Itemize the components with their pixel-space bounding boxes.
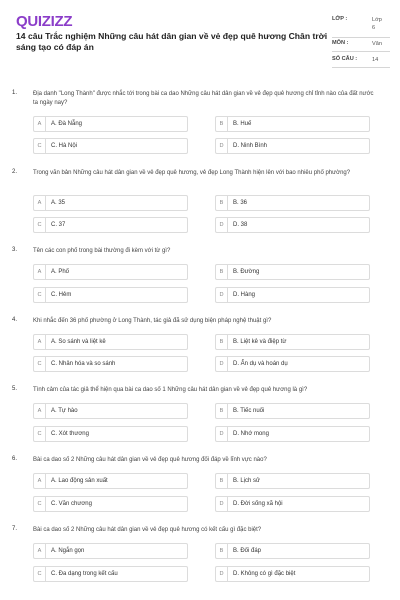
option-text: C. Hẻm <box>51 292 72 298</box>
option-c[interactable] <box>33 566 188 582</box>
option-text: A. 35 <box>51 200 66 206</box>
option-d[interactable] <box>215 356 370 372</box>
option-text: A. Tự hào <box>51 408 78 414</box>
option-text: C. 37 <box>51 222 66 228</box>
option-letter: D <box>216 427 228 441</box>
option-a[interactable] <box>33 195 188 211</box>
option-letter: D <box>216 357 228 371</box>
option-text: C. Đa dạng trong kết cấu <box>51 571 118 577</box>
option-a[interactable] <box>33 473 188 489</box>
option-text: B. Lịch sử <box>233 478 261 484</box>
worksheet-header <box>0 0 400 76</box>
question-number: 2. <box>12 169 18 175</box>
option-text: D. Đời sống xã hội <box>233 501 283 507</box>
meta-label: MÔN : <box>332 40 349 46</box>
option-letter: B <box>216 335 228 349</box>
option-letter: A <box>34 474 46 488</box>
question-number: 7. <box>12 526 18 532</box>
question-number: 6. <box>12 456 18 462</box>
option-text: A. Phố <box>51 269 70 275</box>
meta-value: Lớp 6 <box>372 17 382 31</box>
option-letter: C <box>34 218 46 232</box>
option-letter: C <box>34 567 46 581</box>
option-letter: C <box>34 288 46 302</box>
option-a[interactable] <box>33 116 188 132</box>
option-text: B. 36 <box>233 200 248 206</box>
option-letter: C <box>34 357 46 371</box>
option-letter: A <box>34 196 46 210</box>
option-c[interactable] <box>33 287 188 303</box>
option-b[interactable] <box>215 334 370 350</box>
option-letter: B <box>216 265 228 279</box>
meta-divider <box>332 67 390 68</box>
option-text: D. Ninh Bình <box>233 143 268 149</box>
meta-value: 14 <box>372 57 379 63</box>
option-text: B. Đường <box>233 269 260 275</box>
option-a[interactable] <box>33 403 188 419</box>
option-text: B. Tiếc nuối <box>233 408 265 414</box>
option-letter: B <box>216 196 228 210</box>
question-text: Tình cảm của tác giả thể hiện qua bài ca dao số 1 Những câu hát dân gian về vẻ đẹp quê hương là gì? <box>33 387 308 393</box>
question-text: Bài ca dao số 2 Những câu hát dân gian về vẻ đẹp quê hương đối đáp về lĩnh vực nào? <box>33 457 267 463</box>
option-d[interactable] <box>215 287 370 303</box>
option-letter: C <box>34 497 46 511</box>
option-text: D. Nhớ mong <box>233 431 269 437</box>
option-letter: A <box>34 335 46 349</box>
option-d[interactable] <box>215 138 370 154</box>
question-text: Trong văn bản Những câu hát dân gian về vẻ đẹp quê hương, vẻ đẹp Long Thành hiện lên với bao nhiêu phố phường? <box>33 170 351 176</box>
worksheet-title: 14 câu Trắc nghiệm Những câu hát dân gian về vẻ đẹp quê hương Chân trời sáng tạo có đáp án <box>16 31 328 52</box>
option-text: C. Xót thương <box>51 431 89 437</box>
option-text: A. Lao động sản xuất <box>51 478 108 484</box>
option-text: D. Không có gì đặc biệt <box>233 571 296 577</box>
option-text: A. So sánh và liệt kê <box>51 339 106 345</box>
question-number: 4. <box>12 317 18 323</box>
question-number: 1. <box>12 90 18 96</box>
option-d[interactable] <box>215 426 370 442</box>
option-letter: A <box>34 117 46 131</box>
meta-label: SỐ CÂU : <box>332 56 358 62</box>
question-text: Bài ca dao số 2 Những câu hát dân gian về vẻ đẹp quê hương có kết cấu gì đặc biệt? <box>33 527 262 533</box>
option-a[interactable] <box>33 334 188 350</box>
option-letter: D <box>216 567 228 581</box>
option-letter: A <box>34 265 46 279</box>
option-text: D. Hàng <box>233 292 256 298</box>
option-letter: B <box>216 117 228 131</box>
option-letter: D <box>216 288 228 302</box>
option-letter: A <box>34 404 46 418</box>
option-letter: B <box>216 474 228 488</box>
option-text: A. Đà Nẵng <box>51 121 83 127</box>
option-c[interactable] <box>33 496 188 512</box>
option-b[interactable] <box>215 195 370 211</box>
option-letter: D <box>216 139 228 153</box>
option-letter: D <box>216 218 228 232</box>
option-b[interactable] <box>215 473 370 489</box>
option-b[interactable] <box>215 264 370 280</box>
option-d[interactable] <box>215 566 370 582</box>
option-letter: B <box>216 404 228 418</box>
option-b[interactable] <box>215 403 370 419</box>
option-c[interactable] <box>33 217 188 233</box>
option-d[interactable] <box>215 496 370 512</box>
question-text: Địa danh "Long Thành" được nhắc tới trong bài ca dao Những câu hát dân gian về vẻ đẹp quê hương chỉ tỉnh nào của đất nước ta ngày nay? <box>33 91 374 106</box>
option-text: C. Văn chương <box>51 501 92 507</box>
option-c[interactable] <box>33 356 188 372</box>
option-c[interactable] <box>33 426 188 442</box>
question-text: Tên các con phố trong bài thường đi kèm với từ gì? <box>33 248 171 254</box>
option-a[interactable] <box>33 264 188 280</box>
meta-divider <box>332 37 390 38</box>
option-c[interactable] <box>33 138 188 154</box>
option-text: C. Hà Nội <box>51 143 78 149</box>
option-letter: C <box>34 427 46 441</box>
option-letter: B <box>216 544 228 558</box>
option-text: B. Liệt kê và điệp từ <box>233 339 287 345</box>
option-text: A. Ngắn gọn <box>51 548 85 554</box>
option-d[interactable] <box>215 217 370 233</box>
meta-label: LỚP : <box>332 16 348 22</box>
option-text: B. Đối đáp <box>233 548 262 554</box>
option-b[interactable] <box>215 116 370 132</box>
meta-value: Văn <box>372 41 382 47</box>
question-text: Khi nhắc đến 36 phố phường ở Long Thành, tác giả đã sử dụng biện pháp nghệ thuật gì? <box>33 318 272 324</box>
option-letter: D <box>216 497 228 511</box>
question-number: 3. <box>12 247 18 253</box>
option-letter: C <box>34 139 46 153</box>
option-text: B. Huế <box>233 121 252 127</box>
option-letter: A <box>34 544 46 558</box>
option-text: D. Ẩn dụ và hoán dụ <box>233 361 288 367</box>
option-a[interactable] <box>33 543 188 559</box>
quizizz-logo: QUIZIZZ <box>16 13 73 30</box>
option-text: C. Nhân hóa và so sánh <box>51 361 116 367</box>
meta-divider <box>332 51 390 52</box>
question-number: 5. <box>12 386 18 392</box>
option-text: D. 38 <box>233 222 248 228</box>
option-b[interactable] <box>215 543 370 559</box>
